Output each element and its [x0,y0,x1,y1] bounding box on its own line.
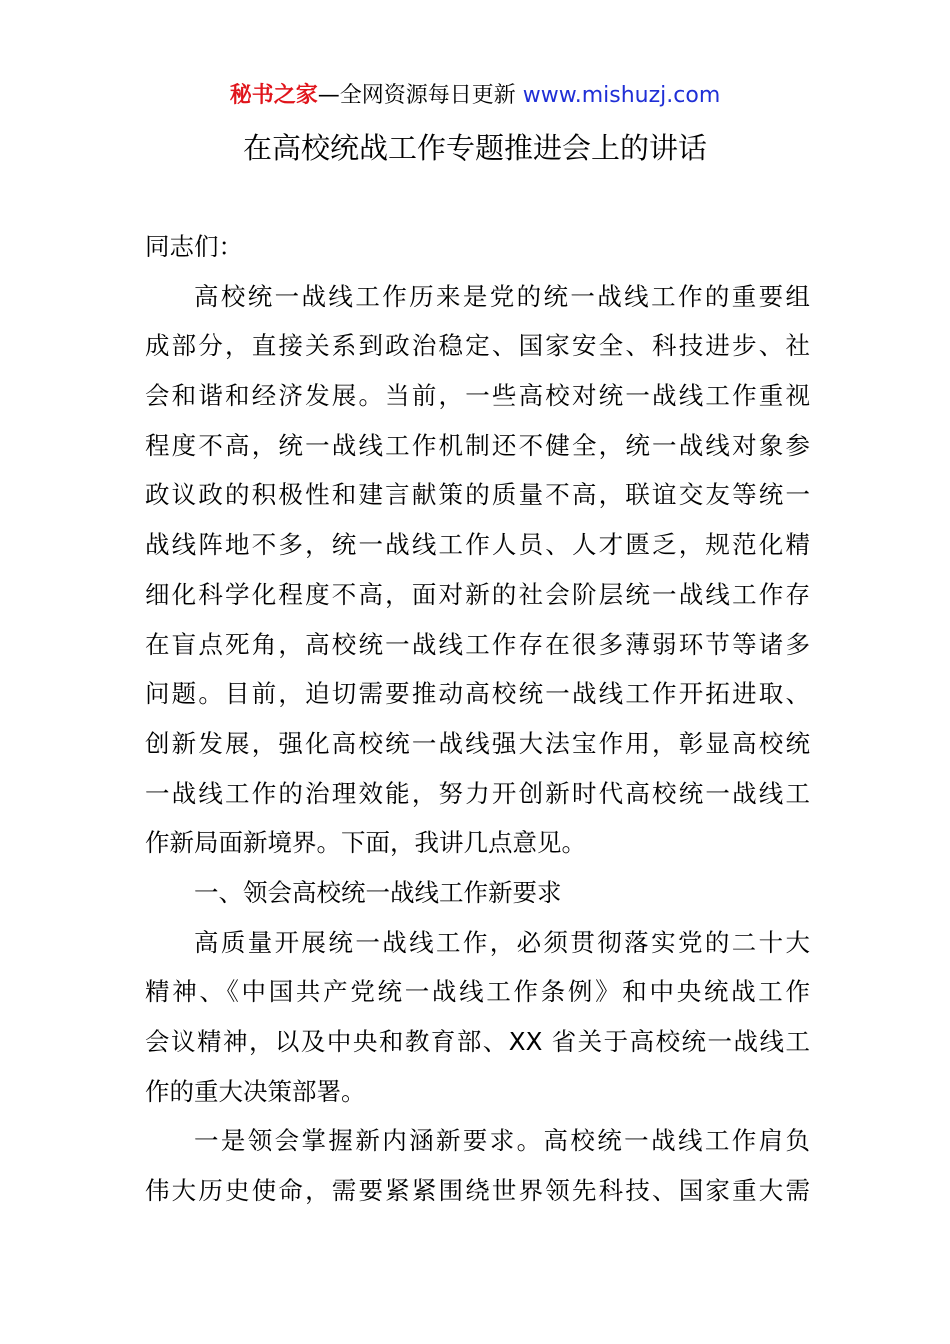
paragraph-line: 政议政的积极性和建言献策的质量不高，联谊交友等统一 [145,480,810,510]
paragraph-line: 细化科学化程度不高，面对新的社会阶层统一战线工作存 [145,579,810,609]
paragraph-line: 一战线工作的治理效能，努力开创新时代高校统一战线工 [145,778,810,808]
paragraph-line: 会议精神，以及中央和教育部、XX 省关于高校统一战线工 [145,1027,810,1056]
paragraph-line: 作的重大决策部署。 [145,1076,366,1106]
paragraph-line: 战线阵地不多，统一战线工作人员、人才匮乏，规范化精 [145,530,810,560]
paragraph-line: 程度不高，统一战线工作机制还不健全，统一战线对象参 [145,430,810,460]
paragraph-line: 创新发展，强化高校统一战线强大法宝作用，彰显高校统 [145,728,810,758]
document-body [145,222,810,1216]
banner-url[interactable]: www.mishuzj.com [522,83,721,108]
document-title: 在高校统战工作专题推进会上的讲话 [242,131,707,165]
paragraph-line: 高质量开展统一战线工作，必须贯彻落实党的二十大 [194,927,810,957]
paragraph-line: 一是领会掌握新内涵新要求。高校统一战线工作肩负 [194,1126,810,1156]
site-banner [0,80,950,112]
paragraph-line: 在盲点死角，高校统一战线工作存在很多薄弱环节等诸多 [145,629,810,659]
section-heading: 一、领会高校统一战线工作新要求 [194,877,562,907]
paragraph-line: 成部分，直接关系到政治稳定、国家安全、科技进步、社 [145,331,810,361]
paragraph-line: 高校统一战线工作历来是党的统一战线工作的重要组 [194,281,810,311]
banner-tagline: —全网资源每日更新 [317,83,516,108]
banner-brand: 秘书之家 [229,83,318,108]
paragraph-line: 精神、《中国共产党统一战线工作条例》和中央统战工作 [145,977,810,1007]
paragraph-line: 问题。目前，迫切需要推动高校统一战线工作开拓进取、 [145,679,810,709]
paragraph-line: 作新局面新境界。下面，我讲几点意见。 [145,828,586,858]
paragraph-line: 会和谐和经济发展。当前，一些高校对统一战线工作重视 [145,381,810,411]
salutation: 同志们： [145,232,243,261]
paragraph-line: 伟大历史使命，需要紧紧围绕世界领先科技、国家重大需 [145,1176,810,1206]
